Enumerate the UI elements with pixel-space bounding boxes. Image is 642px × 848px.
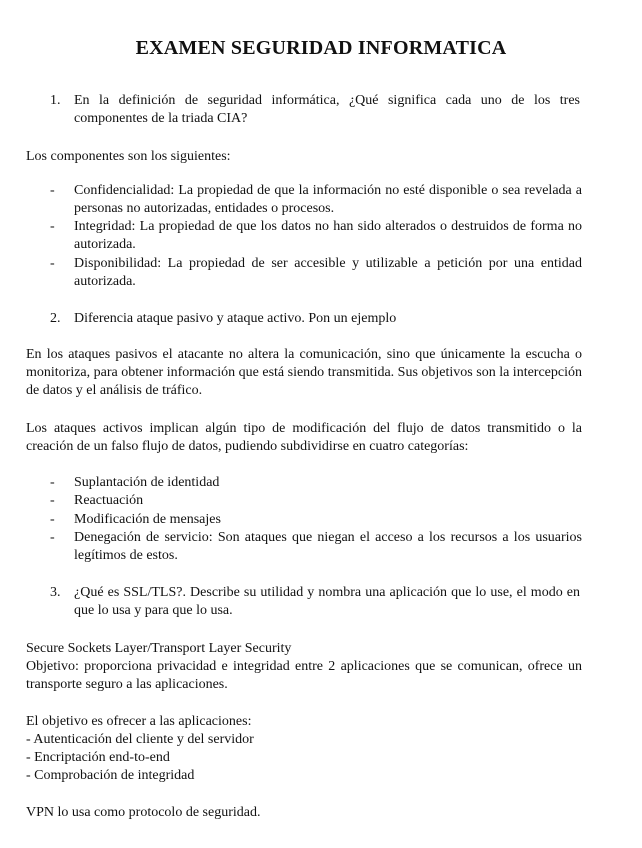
question-text: ¿Qué es SSL/TLS?. Describe su utilidad y nombra una aplicación que lo use, el modo en que lo usa y para que lo usa.	[74, 585, 580, 618]
document-title: EXAMEN SEGURIDAD INFORMATICA	[135, 37, 507, 59]
list-item-text: Modificación de mensajes	[74, 512, 221, 527]
list-item-text: Integridad: La propiedad de que los datos no han sido alterados o destruidos de forma no autorizada.	[74, 219, 582, 252]
list-item	[50, 182, 582, 218]
ssl-offers-intro: El objetivo es ofrecer a las aplicaciones:	[26, 714, 252, 729]
dash-bullet: -	[50, 493, 55, 508]
question-1	[50, 92, 580, 128]
vpn-line: VPN lo usa como protocolo de seguridad.	[26, 805, 261, 820]
list-item-text: Reactuación	[74, 493, 144, 508]
question-text: Diferencia ataque pasivo y ataque activo. Pon un ejemplo	[74, 311, 397, 326]
list-item-text: Disponibilidad: La propiedad de ser accesible y utilizable a petición por una entidad autorizada.	[74, 256, 582, 289]
list-item-text: Confidencialidad: La propiedad de que la información no esté disponible o sea revelada a personas no autorizadas, entidades o procesos.	[74, 183, 582, 216]
list-item	[50, 492, 582, 510]
dash-bullet: -	[50, 256, 55, 271]
active-attacks-paragraph: Los ataques activos implican algún tipo de modificación del flujo de datos transmitido o la creación de un falso flujo de datos, pudiendo subdividirse en cuatro categorías:	[26, 421, 582, 454]
ssl-name: Secure Sockets Layer/Transport Layer Security	[26, 641, 292, 656]
list-item	[50, 255, 582, 291]
list-item	[50, 529, 582, 565]
dash-bullet: -	[50, 475, 55, 490]
question-3	[50, 584, 580, 620]
list-item-text: Suplantación de identidad	[74, 475, 220, 490]
question-number: 1.	[50, 93, 61, 108]
question-number: 2.	[50, 311, 61, 326]
question-number: 3.	[50, 585, 61, 600]
list-item: - Encriptación end-to-end	[26, 750, 170, 765]
list-item: - Autenticación del cliente y del servidor	[26, 732, 254, 747]
list-item	[50, 218, 582, 254]
ssl-objective: Objetivo: proporciona privacidad e integridad entre 2 aplicaciones que se comunican, ofrece un transporte seguro a las aplicaciones.	[26, 659, 582, 692]
question-text: En la definición de seguridad informática, ¿Qué significa cada uno de los tres componentes de la triada CIA?	[74, 93, 580, 126]
dash-bullet: -	[50, 219, 55, 234]
dash-bullet: -	[50, 512, 55, 527]
cia-intro: Los componentes son los siguientes:	[26, 149, 231, 164]
dash-bullet: -	[50, 530, 55, 545]
list-item	[50, 511, 582, 529]
list-item: - Comprobación de integridad	[26, 768, 195, 783]
list-item	[50, 474, 582, 492]
question-2	[50, 310, 580, 328]
list-item-text: Denegación de servicio: Son ataques que niegan el acceso a los recursos a los usuarios legítimos de estos.	[74, 530, 582, 563]
passive-attacks-paragraph: En los ataques pasivos el atacante no altera la comunicación, sino que únicamente la escucha o monitoriza, para obtener información que está siendo transmitida. Sus objetivos son la intercepción de datos y el análisis de tráfico.	[26, 347, 582, 398]
dash-bullet: -	[50, 183, 55, 198]
